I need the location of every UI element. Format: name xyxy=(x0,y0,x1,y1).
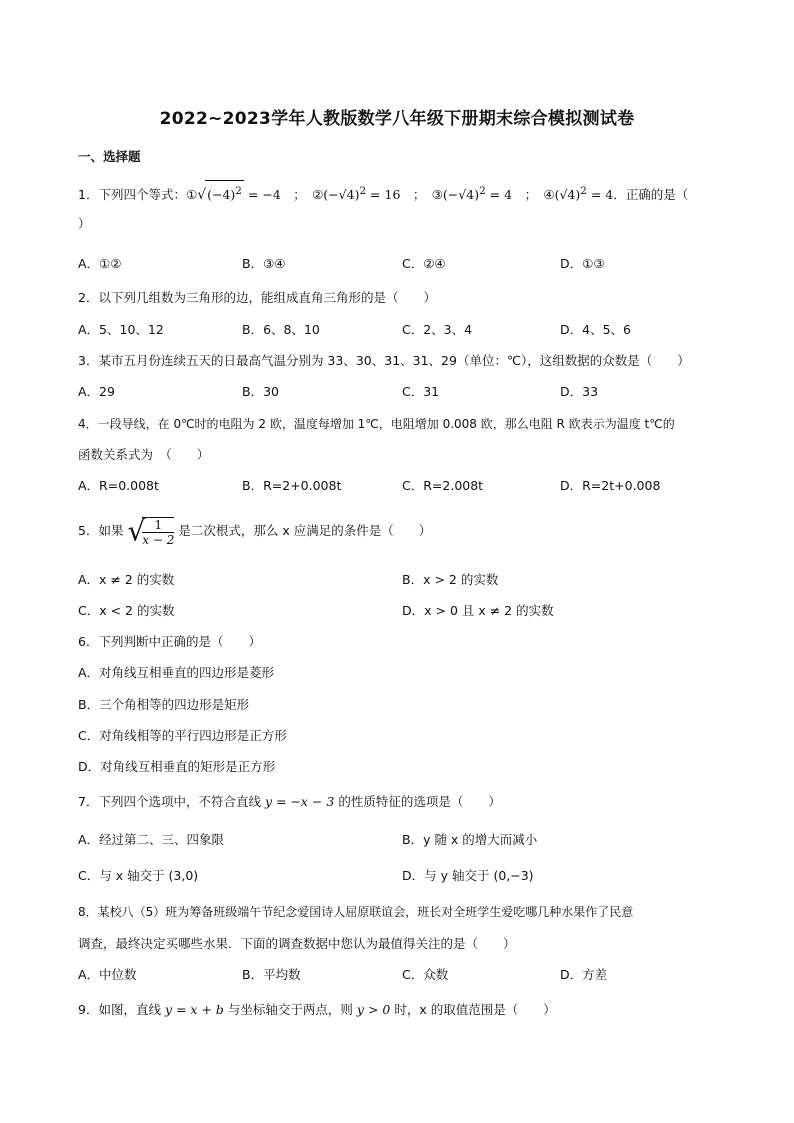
question-3: 3．某市五月份连续五天的日最高气温分别为 33、30、31、31、29（单位：℃），这组数据的众数是（ ） xyxy=(78,353,690,368)
q1-expr1: $(-4)^2$ xyxy=(205,180,244,205)
option-a: A．5、10、12 xyxy=(78,322,164,337)
option-c: C．众数 xyxy=(402,967,449,982)
option-c: C．对角线相等的平行四边形是正方形 xyxy=(78,728,287,743)
option-b: B．6、8、10 xyxy=(242,322,320,337)
q5-radical: √ $\frac{1}{x - 2}$ xyxy=(127,514,175,548)
q9-expr: y = x + b xyxy=(164,1002,224,1017)
option-d: D．与 y 轴交于 (0,−3) xyxy=(402,868,534,883)
option-a: A．29 xyxy=(78,384,115,399)
q1-expr4: $(√4)^2 = 4$ xyxy=(554,185,614,203)
option-d: D．方差 xyxy=(560,967,608,982)
option-a: A．中位数 xyxy=(78,967,137,982)
option-a: A．对角线互相垂直的四边形是菱形 xyxy=(78,665,275,680)
q8-options xyxy=(78,965,718,985)
q5-options-row1 xyxy=(78,570,718,590)
option-b: B．30 xyxy=(242,384,279,399)
q1-close: ） xyxy=(78,216,91,231)
option-a: A．R=0.008t xyxy=(78,478,159,493)
option-b: B．平均数 xyxy=(242,967,301,982)
question-8-line1: 8．某校八（5）班为筹备班级端午节纪念爱国诗人屈原联谊会，班长对全班学生爱吃哪几种水果作了民意 xyxy=(78,905,634,919)
option-b: B．y 随 x 的增大而减小 xyxy=(402,832,538,847)
option-a: A．x ≠ 2 的实数 xyxy=(78,572,175,587)
option-d: D．对角线互相垂直的矩形是正方形 xyxy=(78,759,276,774)
question-2: 2．以下列几组数为三角形的边，能组成直角三角形的是（ ） xyxy=(78,290,436,305)
q7-options-row2 xyxy=(78,866,718,886)
q4-options xyxy=(78,476,718,496)
option-d: D．R=2t+0.008 xyxy=(560,478,661,493)
option-c: C．②④ xyxy=(402,256,446,271)
option-d: D．x > 0 且 x ≠ 2 的实数 xyxy=(402,603,554,618)
q3-options xyxy=(78,382,718,402)
question-5: 5．如果 √ $\frac{1}{x - 2}$ 是二次根式，那么 x 应满足的条件是（ ） xyxy=(78,514,432,548)
question-9: 9．如图，直线 y = x + b 与坐标轴交于两点，则 y > 0 时，x 的取值范围是（ ） xyxy=(78,1002,556,1017)
q1-expr3: $(-√4)^2 = 4$ xyxy=(442,185,513,203)
question-4-line2: 函数关系式为 （ ） xyxy=(78,447,210,462)
option-b: B．x > 2 的实数 xyxy=(402,572,499,587)
option-b: B．③④ xyxy=(242,256,286,271)
q2-options xyxy=(78,320,718,340)
page-title: 2022~2023学年人教版数学八年级下册期末综合模拟测试卷 xyxy=(159,109,635,129)
option-c: C．2、3、4 xyxy=(402,322,473,337)
option-a: A．①② xyxy=(78,256,122,271)
section-heading: 一、选择题 xyxy=(78,149,141,164)
option-b: B．R=2+0.008t xyxy=(242,478,342,493)
option-c: C．31 xyxy=(402,384,440,399)
question-6: 6．下列判断中正确的是（ ） xyxy=(78,634,261,649)
q1-prefix: 1．下列四个等式： xyxy=(78,187,186,203)
option-a: A．经过第二、三、四象限 xyxy=(78,832,225,847)
q5-options-row2 xyxy=(78,601,718,621)
option-c: C．R=2.008t xyxy=(402,478,484,493)
option-c: C．与 x 轴交于 (3,0) xyxy=(78,868,199,883)
option-d: D．4、5、6 xyxy=(560,322,631,337)
q9-cond: y > 0 xyxy=(356,1002,391,1017)
question-1: 1．下列四个等式：$①√(-4)^2 = -4$ ； $②(-√4)^2 = 16$ ； $③(-√4)^2 = 4$ ； $④(√4)^2 = 4$．正确的是（ xyxy=(78,180,688,205)
q1-options xyxy=(78,254,718,274)
q7-options-row1 xyxy=(78,830,718,850)
question-7: 7．下列四个选项中，不符合直线 y = −x − 3 的性质特征的选项是（ ） xyxy=(78,794,501,809)
option-d: D．①③ xyxy=(560,256,605,271)
option-c: C．x < 2 的实数 xyxy=(78,603,175,618)
question-8-line2: 调查，最终决定买哪些水果．下面的调查数据中您认为最值得关注的是（ ） xyxy=(78,936,516,951)
option-b: B．三个角相等的四边形是矩形 xyxy=(78,697,250,712)
question-4-line1: 4．一段导线，在 0℃时的电阻为 2 欧，温度每增加 1℃，电阻增加 0.008 欧，那么电阻 R 欧表示为温度 t℃的 xyxy=(78,417,675,431)
option-d: D．33 xyxy=(560,384,599,399)
q7-expr: y = −x − 3 xyxy=(264,794,335,809)
q1-expr2: $(-√4)^2 = 16$ xyxy=(323,185,401,203)
